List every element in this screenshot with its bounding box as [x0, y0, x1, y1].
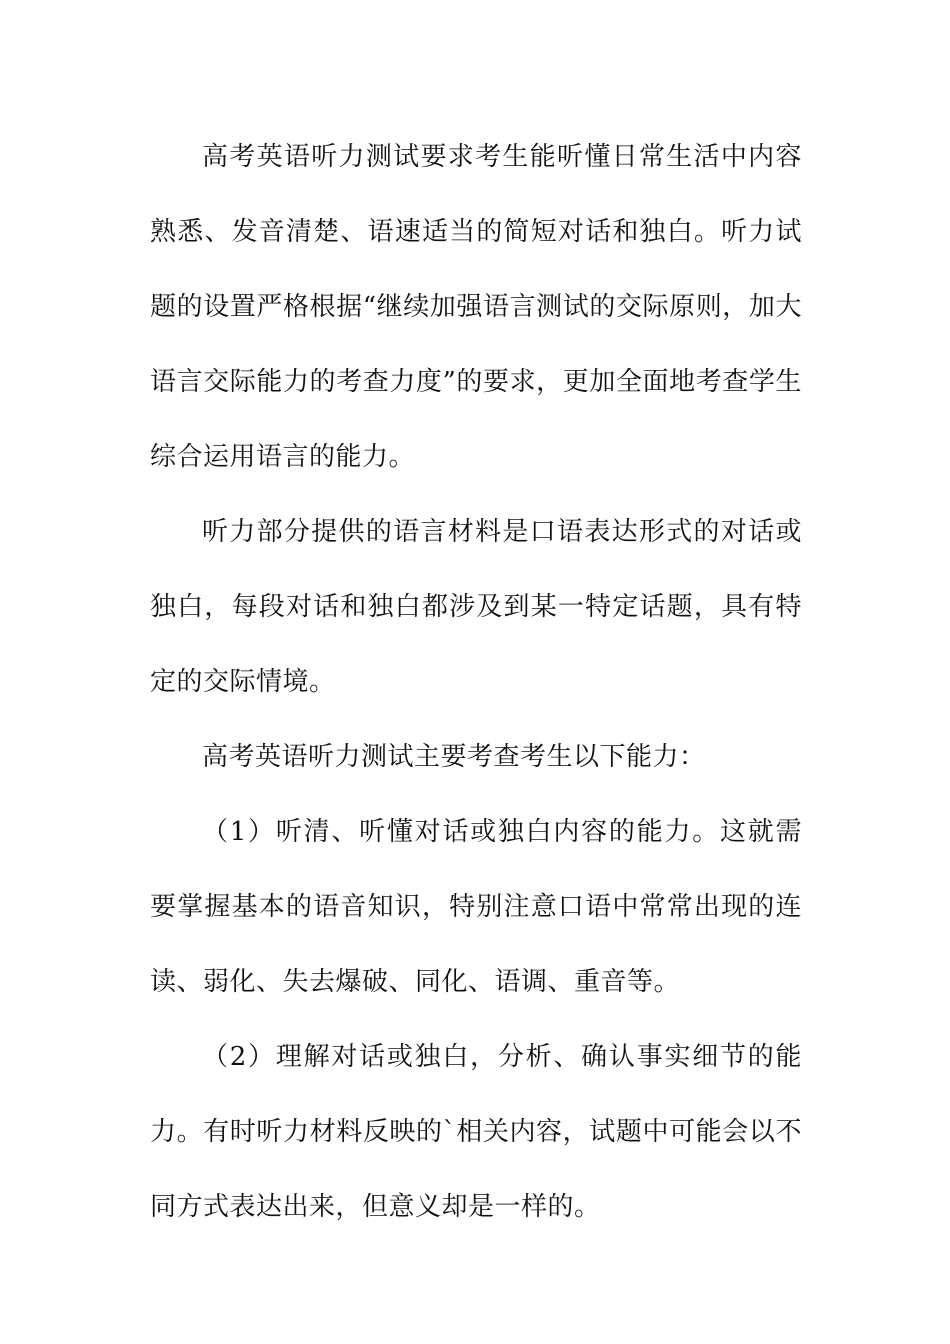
paragraph-materials: 听力部分提供的语言材料是口语表达形式的对话或独白，每段对话和独白都涉及到某一特定话题，具有特定的交际情境。 — [150, 517, 802, 697]
paragraph-ability-2: （2）理解对话或独白，分析、确认事实细节的能力。有时听力材料反映的`相关内容，试题中可能会以不同方式表达出来，但意义却是一样的。 — [150, 1042, 802, 1222]
paragraph-intro: 高考英语听力测试要求考生能听懂日常生活中内容熟悉、发音清楚、语速适当的简短对话和独白。听力试题的设置严格根据“继续加强语言测试的交际原则，加大语言交际能力的考查力度”的要求，更加全面地考查学生综合运用语言的能力。 — [150, 142, 802, 472]
paragraph-ability-1: （1）听清、听懂对话或独白内容的能力。这就需要掌握基本的语音知识，特别注意口语中常常出现的连读、弱化、失去爆破、同化、语调、重音等。 — [150, 817, 802, 997]
paragraph-abilities-heading: 高考英语听力测试主要考查考生以下能力： — [202, 742, 706, 772]
document-body — [150, 120, 802, 1245]
